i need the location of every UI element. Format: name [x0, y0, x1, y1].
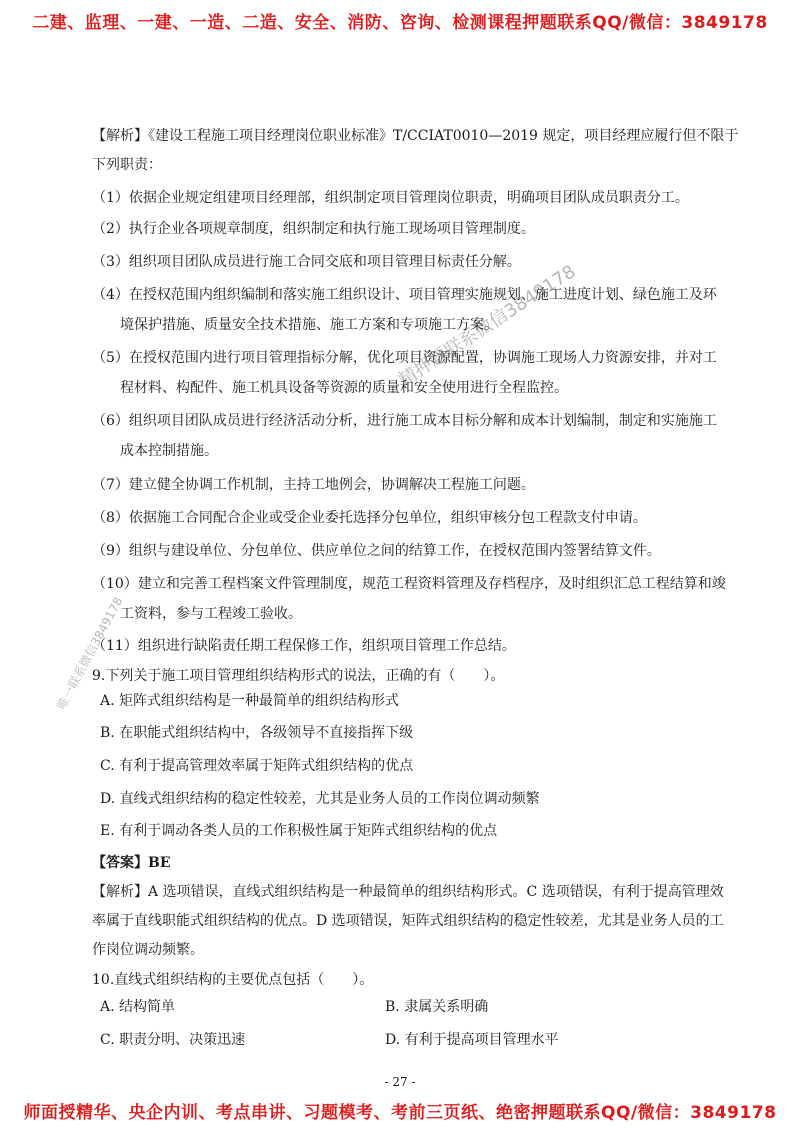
diagonal-watermark: 精押题联系微信3849178 [395, 261, 580, 392]
duty-item-4-cont: 境保护措施、质量安全技术措施、施工方案和专项施工方案。 [120, 317, 498, 333]
duty-item-11: （11）组织进行缺陷责任期工程保修工作，组织项目管理工作总结。 [92, 638, 516, 654]
duty-item-9: （9）组织与建设单位、分包单位、供应单位之间的结算工作，在授权范围内签署结算文件。 [92, 543, 661, 559]
analysis-intro-line-1: 【解析】《建设工程施工项目经理岗位职业标准》T/CCIAT0010—2019 规定，项目经理应履行但不限于 [92, 128, 739, 144]
question-9-analysis-line-1: 【解析】A 选项错误，直线式组织结构是一种最简单的组织结构形式。C 选项错误，有利于提高管理效 [92, 884, 724, 900]
page-number: - 27 - [384, 1075, 416, 1089]
duty-item-5-cont: 程材料、构配件、施工机具设备等资源的质量和安全使用进行全程监控。 [120, 380, 568, 396]
question-9-option-e: E. 有利于调动各类人员的工作积极性属于矩阵式组织结构的优点 [100, 823, 498, 839]
question-10-option-a: A. 结构简单 [100, 999, 176, 1015]
footer-banner: 师面授精华、央企内训、考点串讲、习题模考、考前三页纸、绝密押题联系QQ/微信：3849178 [23, 1103, 777, 1123]
duty-item-3: （3）组织项目团队成员进行施工合同交底和项目管理目标责任分解。 [92, 254, 521, 270]
duty-item-10-cont: 工资料，参与工程竣工验收。 [120, 606, 302, 622]
question-9-option-b: B. 在职能式组织结构中，各级领导不直接指挥下级 [100, 725, 414, 741]
duty-item-2: （2）执行企业各项规章制度，组织制定和执行施工现场项目管理制度。 [92, 221, 535, 237]
question-9-option-a: A. 矩阵式组织结构是一种最简单的组织结构形式 [100, 693, 400, 709]
question-10-stem: 10.直线式组织结构的主要优点包括（ ）。 [92, 972, 374, 988]
question-9-answer: 【答案】BE [92, 855, 171, 871]
duty-item-6-cont: 成本控制措施。 [120, 443, 218, 459]
side-watermark: 唯一联系微信3849178 [54, 594, 126, 713]
question-10-option-c: C. 职责分明、决策迅速 [100, 1032, 246, 1048]
question-10-option-d: D. 有利于提高项目管理水平 [385, 1032, 559, 1048]
question-9-analysis-line-3: 作岗位调动频繁。 [92, 942, 204, 958]
question-10-option-b: B. 隶属关系明确 [385, 999, 489, 1015]
duty-item-10: （10）建立和完善工程档案文件管理制度，规范工程资料管理及存档程序，及时组织汇总工程结算和竣 [92, 576, 726, 592]
header-banner: 二建、监理、一建、一造、二造、安全、消防、咨询、检测课程押题联系QQ/微信：3849178 [32, 13, 768, 33]
analysis-intro-line-2: 下列职责： [92, 157, 162, 173]
duty-item-7: （7）建立健全协调工作机制，主持工地例会，协调解决工程施工问题。 [92, 477, 535, 493]
question-9-option-d: D. 直线式组织结构的稳定性较差，尤其是业务人员的工作岗位调动频繁 [100, 791, 540, 807]
duty-item-4: （4）在授权范围内组织编制和落实施工组织设计、项目管理实施规划、施工进度计划、绿色施工及环 [92, 287, 717, 303]
question-9-analysis-line-2: 率属于直线职能式组织结构的优点。D 选项错误，矩阵式组织结构的稳定性较差，尤其是业务人员的工 [92, 913, 724, 929]
question-9-option-c: C. 有利于提高管理效率属于矩阵式组织结构的优点 [100, 758, 414, 774]
duty-item-5: （5）在授权范围内进行项目管理指标分解，优化项目资源配置，协调施工现场人力资源安排，并对工 [92, 350, 717, 366]
duty-item-6: （6）组织项目团队成员进行经济活动分析，进行施工成本目标分解和成本计划编制，制定和实施施工 [92, 413, 717, 429]
question-9-stem: 9.下列关于施工项目管理组织结构形式的说法，正确的有（ ）。 [92, 668, 505, 684]
duty-item-1: （1）依据企业规定组建项目经理部，组织制定项目管理岗位职责，明确项目团队成员职责分工。 [92, 190, 689, 206]
duty-item-8: （8）依据施工合同配合企业或受企业委托选择分包单位，组织审核分包工程款支付申请。 [92, 510, 647, 526]
